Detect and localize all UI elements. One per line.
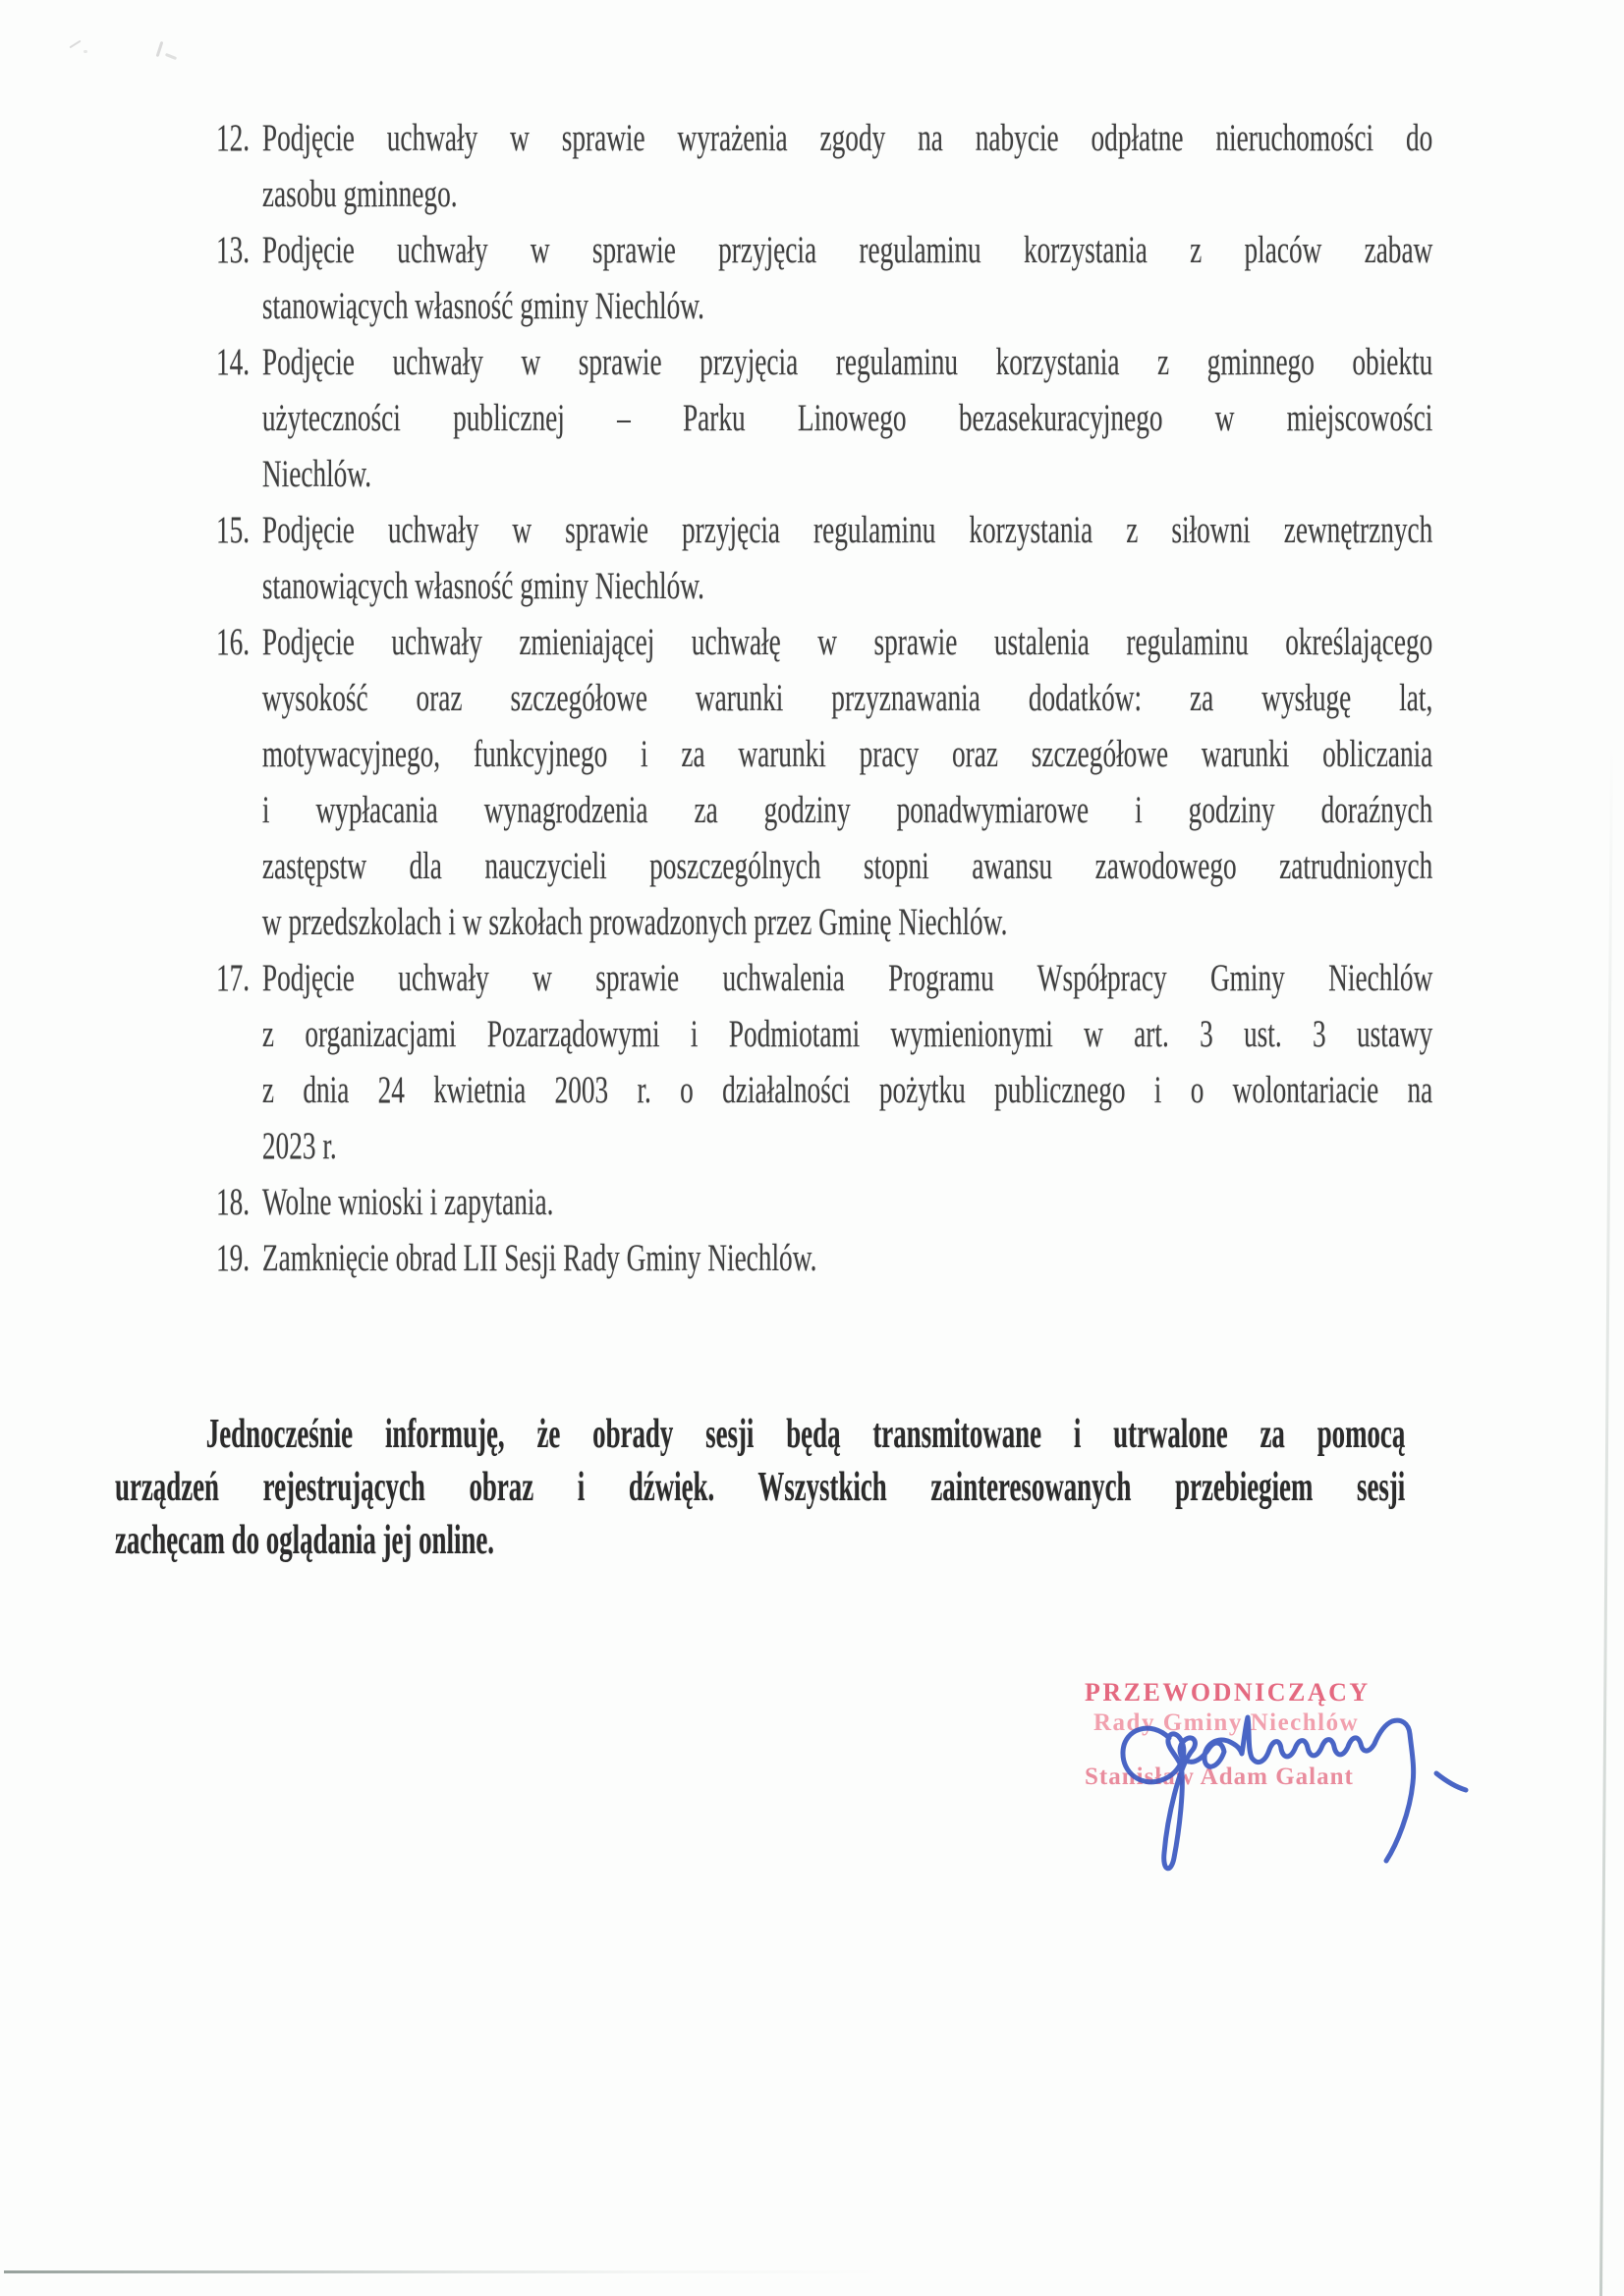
- agenda-item-number: 13.: [216, 229, 251, 271]
- agenda-item: [216, 1230, 1432, 1286]
- agenda-item-line: i wypłacania wynagrodzenia za godziny ponadwymiarowe i godziny doraźnych: [261, 789, 1433, 831]
- closing-line: Jednocześnie informuję, że obrady sesji będą transmitowane i utrwalone za pomocą: [205, 1412, 1406, 1457]
- agenda-item-line: stanowiących własność gminy Niechlów.: [261, 565, 704, 607]
- agenda-item-line: Niechlów.: [261, 453, 372, 495]
- agenda-item-number: 12.: [216, 117, 251, 159]
- agenda-item-number: 17.: [216, 957, 251, 999]
- signature-stroke: [1123, 1717, 1466, 1869]
- agenda-item-line: Zamknięcie obrad LII Sesji Rady Gminy Niechlów.: [261, 1237, 817, 1279]
- agenda-item-line: Podjęcie uchwały w sprawie wyrażenia zgody na nabycie odpłatne nieruchomości do: [261, 117, 1433, 159]
- agenda-item-line: stanowiących własność gminy Niechlów.: [261, 285, 704, 327]
- scan-artifact-mark: [156, 41, 164, 57]
- agenda-item-line: użyteczności publicznej – Parku Linowego bezasekuracyjnego w miejscowości: [261, 397, 1433, 439]
- agenda-item-line: Podjęcie uchwały zmieniającej uchwałę w sprawie ustalenia regulaminu określającego: [261, 621, 1433, 663]
- agenda-item-number: 19.: [216, 1237, 251, 1279]
- scan-artifact-mark: [165, 53, 177, 60]
- agenda-item: [216, 1174, 1432, 1230]
- signature-ink: [1091, 1705, 1484, 1931]
- agenda-item: [216, 502, 1432, 614]
- agenda-list: [216, 110, 1432, 1286]
- scan-edge-line-horizontal: [4, 2270, 888, 2273]
- agenda-item-number: 18.: [216, 1181, 251, 1223]
- agenda-item-line: 2023 r.: [261, 1125, 337, 1167]
- agenda-item: [216, 334, 1432, 502]
- agenda-item-line: Podjęcie uchwały w sprawie przyjęcia regulaminu korzystania z siłowni zewnętrznych: [261, 509, 1433, 551]
- stamp-name-line: Stanisław Adam Galant: [1085, 1764, 1354, 1790]
- agenda-item: [216, 110, 1432, 222]
- agenda-item-line: w przedszkolach i w szkołach prowadzonych przez Gminę Niechlów.: [261, 901, 1008, 943]
- scan-edge-line-vertical: [1599, 745, 1613, 2296]
- agenda-item-line: Podjęcie uchwały w sprawie uchwalenia Programu Współpracy Gminy Niechlów: [261, 957, 1433, 999]
- agenda-item-line: Podjęcie uchwały w sprawie przyjęcia regulaminu korzystania z gminnego obiektu: [261, 341, 1433, 383]
- agenda-item-line: motywacyjnego, funkcyjnego i za warunki pracy oraz szczegółowe warunki obliczania: [261, 733, 1433, 775]
- agenda-item: [216, 950, 1432, 1174]
- stamp-council-line: Rady Gminy Niechlów: [1093, 1709, 1360, 1736]
- agenda-item-line: z organizacjami Pozarządowymi i Podmiotami wymienionymi w art. 3 ust. 3 ustawy: [261, 1013, 1433, 1055]
- agenda-item: [216, 614, 1432, 950]
- agenda-item-line: zastępstw dla nauczycieli poszczególnych stopni awansu zawodowego zatrudnionych: [261, 845, 1433, 887]
- agenda-item-number: 16.: [216, 621, 251, 663]
- agenda-item-line: zasobu gminnego.: [261, 173, 458, 215]
- agenda-item-line: wysokość oraz szczegółowe warunki przyznawania dodatków: za wysługę lat,: [261, 677, 1433, 719]
- closing-paragraph: [115, 1408, 1405, 1567]
- closing-line: urządzeń rejestrujących obraz i dźwięk. Wszystkich zainteresowanych przebiegiem sesji: [115, 1465, 1406, 1510]
- agenda-item-line: Podjęcie uchwały w sprawie przyjęcia regulaminu korzystania z placów zabaw: [261, 229, 1433, 271]
- agenda-item-line: z dnia 24 kwietnia 2003 r. o działalności pożytku publicznego i o wolontariacie na: [261, 1069, 1433, 1111]
- agenda-item-line: Wolne wnioski i zapytania.: [261, 1181, 554, 1223]
- stamp-title-line: PRZEWODNICZĄCY: [1085, 1678, 1371, 1707]
- agenda-item-number: 14.: [216, 341, 251, 383]
- scan-artifact-mark: [69, 40, 81, 49]
- closing-line: zachęcam do oglądania jej online.: [115, 1518, 495, 1563]
- agenda-item-number: 15.: [216, 509, 251, 551]
- scan-artifact-mark: [84, 50, 87, 53]
- agenda-item: [216, 222, 1432, 334]
